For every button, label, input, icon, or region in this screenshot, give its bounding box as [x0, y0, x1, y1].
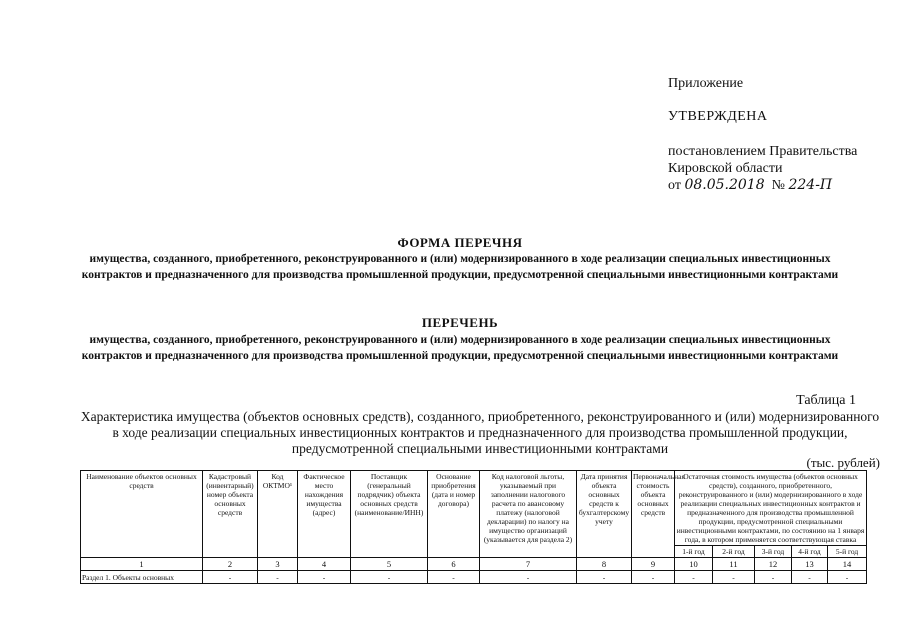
col-number: 4: [298, 558, 351, 571]
col-number: 2: [203, 558, 258, 571]
header-year: 3-й год: [755, 546, 792, 558]
date-number-line: [668, 177, 857, 194]
header-year: 1-й год: [675, 546, 713, 558]
table-cell: -: [632, 571, 675, 584]
header-year: 4-й год: [792, 546, 828, 558]
table-units: (тыс. рублей): [806, 455, 880, 470]
table-cell: -: [480, 571, 577, 584]
header-residual-cost: Остаточная стоимость имущества (объектов основных средств), созданного, приобретенного, реконструированного и (или) модернизированного в ходе реализации специальных инвестиционных контрактов и предназначенного для производства промышленной продукции, предусмотренной специальными инвестиционными контрактами, по состоянию на 1 января года, в котором применяется соответствующая ставка: [675, 471, 867, 546]
col-number: 9: [632, 558, 675, 571]
table-number: Таблица 1: [796, 393, 856, 408]
resolution-label: постановлением Правительства: [668, 144, 858, 159]
handwritten-number: 224-П: [788, 177, 833, 193]
col-number: 14: [828, 558, 867, 571]
date-prefix: от: [668, 178, 681, 193]
table-cell: -: [675, 571, 713, 584]
table-cell: -: [792, 571, 828, 584]
col-number: 1: [81, 558, 203, 571]
header-accept-date: Дата принятия объекта основных средств к бухгалтерскому учету: [577, 471, 632, 558]
table-cell: -: [203, 571, 258, 584]
col-number: 11: [713, 558, 755, 571]
table-cell: -: [298, 571, 351, 584]
header-supplier: Поставщик (генеральный подрядчик) объекта основных средств (наименование/ИНН): [351, 471, 428, 558]
col-number: 6: [428, 558, 480, 571]
form-title: ФОРМА ПЕРЕЧНЯ: [397, 235, 523, 250]
table-row: [81, 571, 867, 584]
list-title: ПЕРЕЧЕНЬ: [421, 315, 499, 330]
number-prefix: №: [771, 178, 785, 193]
col-number: 12: [755, 558, 792, 571]
table-cell: -: [755, 571, 792, 584]
approved-label: УТВЕРЖДЕНА: [668, 109, 768, 124]
property-table: [80, 470, 867, 584]
col-number: 10: [675, 558, 713, 571]
header-year: 5-й год: [828, 546, 867, 558]
col-number: 5: [351, 558, 428, 571]
header-location: Фактическое место нахождения имущества (адрес): [298, 471, 351, 558]
table-caption: Характеристика имущества (объектов основных средств), созданного, приобретенного, реконструированного и (или) модернизированного в ходе реализации специальных инвестиционных контрактов и предназначенного для производства промышленной продукции, предусмотренной специальными инвестиционными контрактами: [80, 409, 880, 456]
header-cadastral: Кадастровый (инвентарный) номер объекта основных средств: [203, 471, 258, 558]
section-cell: Раздел 1. Объекты основных: [81, 571, 203, 584]
col-number: 8: [577, 558, 632, 571]
appendix-label: Приложение: [668, 76, 744, 91]
approval-block: [668, 75, 857, 194]
header-basis: Основание приобретения (дата и номер договора): [428, 471, 480, 558]
col-number: 3: [258, 558, 298, 571]
column-numbers-row: [81, 558, 867, 571]
table-cell: -: [577, 571, 632, 584]
table-cell: -: [258, 571, 298, 584]
table-cell: -: [428, 571, 480, 584]
header-year: 2-й год: [713, 546, 755, 558]
col-number: 13: [792, 558, 828, 571]
header-initial-cost: Первоначальная стоимость объекта основных средств: [632, 471, 675, 558]
list-text: имущества, созданного, приобретенного, реконструированного и (или) модернизированного в ходе реализации специальных инвестиционных контрактов и предназначенного для производства промышленной продукции, предусмотренной специальными инвестиционными контрактами: [81, 334, 839, 362]
header-tax-code: Код налоговой льготы, указываемый при заполнении налогового расчета по авансовому платежу (налоговой декларации) по налогу на имущество организаций (указывается для раздела 2): [480, 471, 577, 558]
table-cell: -: [713, 571, 755, 584]
region-label: Кировской области: [668, 161, 783, 176]
handwritten-date: 08.05.2018: [684, 177, 765, 193]
table-cell: -: [828, 571, 867, 584]
table-header-row: [81, 471, 867, 546]
table-cell: -: [351, 571, 428, 584]
form-text: имущества, созданного, приобретенного, реконструированного и (или) модернизированного в ходе реализации специальных инвестиционных контрактов и предназначенного для производства промышленной продукции, предусмотренной специальными инвестиционными контрактами: [81, 253, 839, 281]
col-number: 7: [480, 558, 577, 571]
header-name: Наименование объектов основных средств: [81, 471, 203, 558]
header-oktmo: Код ОКТМО¹: [258, 471, 298, 558]
